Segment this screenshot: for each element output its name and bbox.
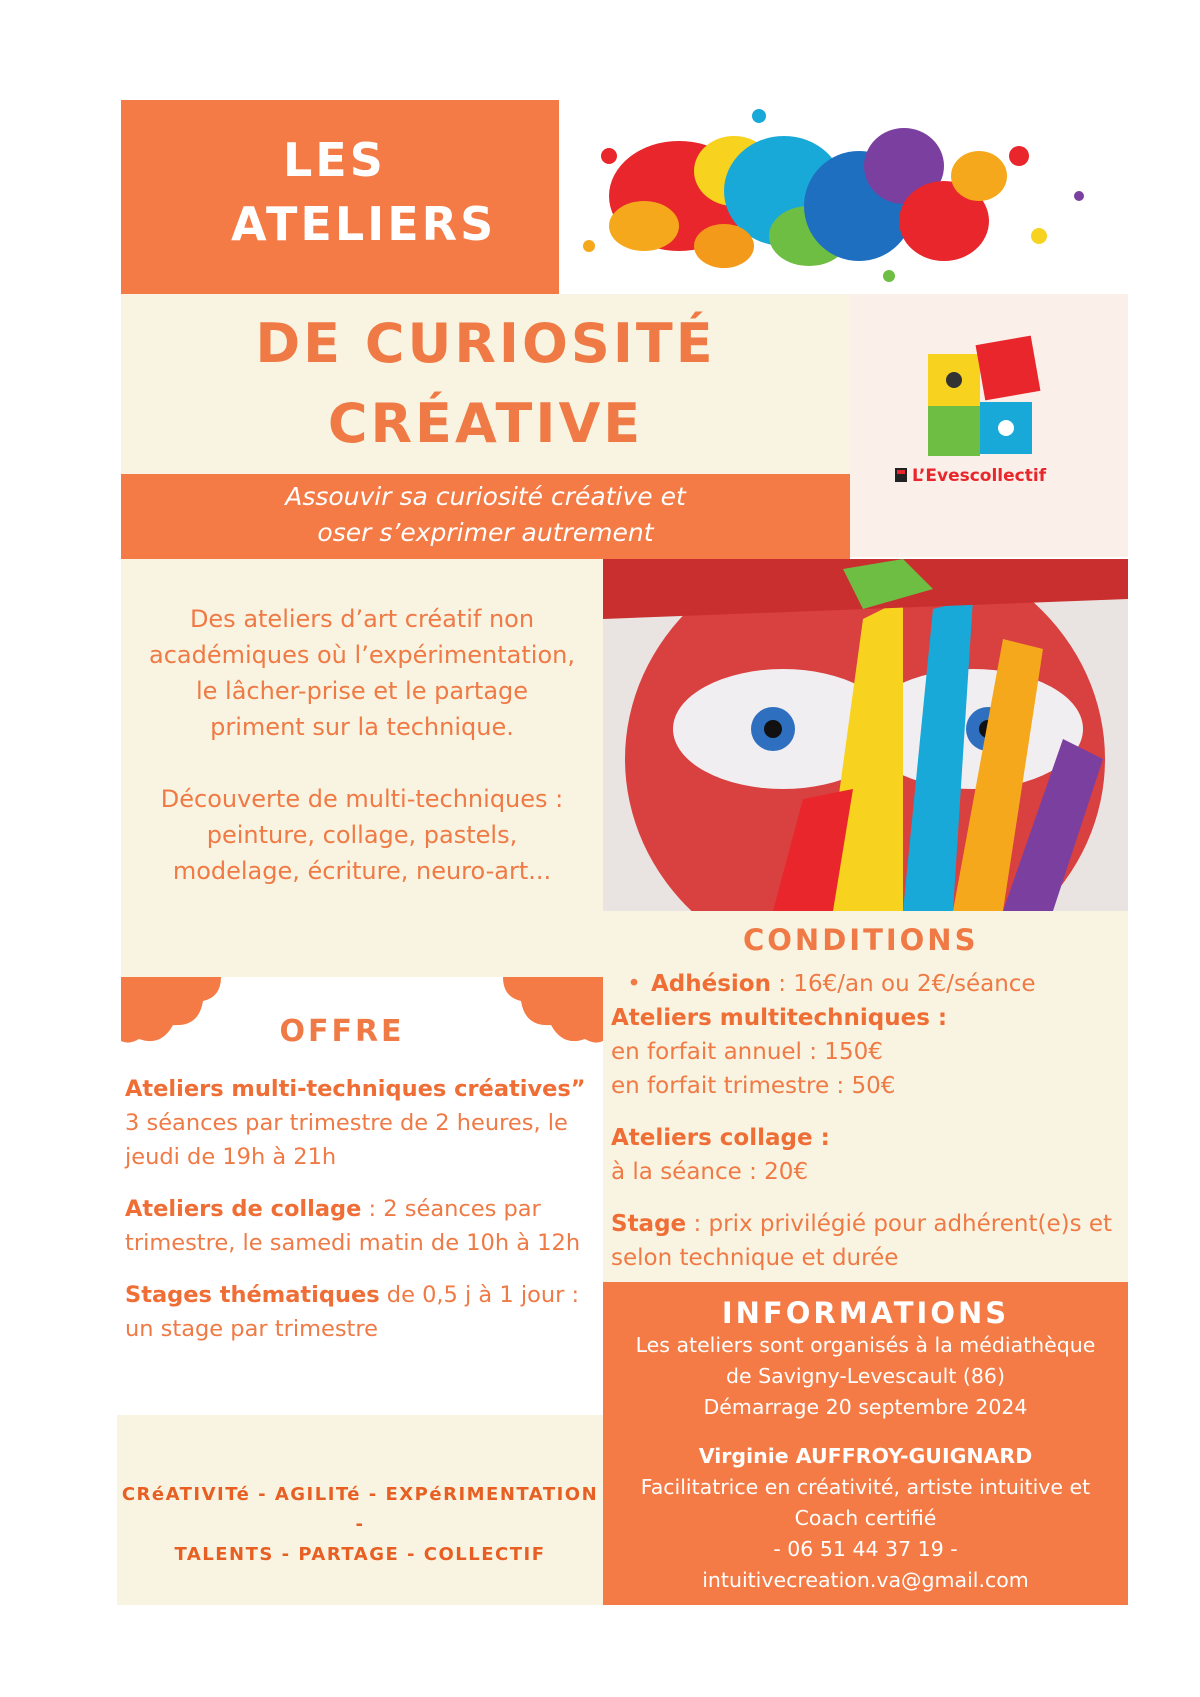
title-band <box>121 294 850 474</box>
multi-line: en forfait annuel : 150€ <box>611 1039 883 1065</box>
subtitle-line-1: Assouvir sa curiosité créative et <box>285 482 686 511</box>
conditions-stage <box>611 1207 1121 1275</box>
contact-role: Coach certifié <box>794 1506 937 1530</box>
motto-line-2: TALENTS - PARTAGE - COLLECTIF <box>174 1544 546 1565</box>
intro-line: Des ateliers d’art créatif non <box>189 605 535 633</box>
logo-name: L’Evescollectif <box>912 466 1047 486</box>
motto <box>117 1480 603 1570</box>
offre-item-title: Ateliers de collage <box>125 1196 362 1222</box>
adhesion-label: Adhésion <box>651 971 771 997</box>
offre-item-title: Ateliers multi-techniques créatives” <box>125 1076 586 1102</box>
collage-label: Ateliers collage : <box>611 1125 830 1151</box>
logo-panel <box>850 294 1128 557</box>
title-line-les: LES <box>283 133 386 187</box>
subtitle-band <box>121 474 850 559</box>
motto-line-1: CRéATIVITé - AGILITé - EXPéRIMENTATION - <box>121 1484 599 1535</box>
intro-line: le lâcher-prise et le partage <box>195 677 529 705</box>
conditions-panel <box>603 911 1128 1282</box>
informations-text <box>603 1330 1128 1596</box>
offre-item-title: Stages thématiques <box>125 1282 380 1308</box>
offre-title: OFFRE <box>279 1014 405 1049</box>
intro-line: Découverte de multi-techniques : <box>160 785 564 813</box>
offre-item-text: 3 séances par trimestre de 2 heures, le jeudi de 19h à 21h <box>125 1110 568 1170</box>
offre-item <box>125 1278 605 1346</box>
conditions-body <box>611 967 1121 1293</box>
multi-label: Ateliers multitechniques : <box>611 1005 948 1031</box>
paint-splash-image <box>559 96 1129 292</box>
conditions-multi <box>611 1001 1121 1103</box>
conditions-title: CONDITIONS <box>743 923 979 957</box>
intro-text <box>121 559 603 889</box>
puzzle-logo-icon <box>850 294 1128 557</box>
title-line-ateliers: ATELIERS <box>231 197 497 251</box>
conditions-collage <box>611 1121 1121 1189</box>
adhesion-text: : 16€/an ou 2€/séance <box>771 971 1036 997</box>
contact-phone[interactable]: - 06 51 44 37 19 - <box>773 1537 958 1561</box>
painted-face-image <box>603 559 1128 911</box>
contact-role: Facilitatrice en créativité, artiste intuitive et <box>640 1475 1091 1499</box>
informations-title: INFORMATIONS <box>721 1296 1010 1330</box>
offre-panel <box>121 977 603 1415</box>
bullet-icon: • <box>627 971 641 997</box>
title-line-curiosite: DE CURIOSITÉ <box>255 312 716 375</box>
contact-email[interactable]: intuitivecreation.va@gmail.com <box>702 1568 1029 1592</box>
title-line-creative: CRÉATIVE <box>327 392 644 455</box>
intro-line: peinture, collage, pastels, <box>206 821 518 849</box>
adhesion-line <box>611 967 1121 1001</box>
info-line: Démarrage 20 septembre 2024 <box>703 1395 1028 1419</box>
offre-body <box>125 1072 605 1364</box>
title-banner <box>121 100 559 294</box>
subtitle-line-2: oser s’exprimer autrement <box>317 518 654 547</box>
offre-item-text: de 0,5 j à 1 jour : un stage par trimestre <box>125 1282 580 1342</box>
info-line: Les ateliers sont organisés à la médiathèque <box>635 1333 1096 1357</box>
intro-line: académiques où l’expérimentation, <box>149 641 575 669</box>
offre-item <box>125 1072 605 1174</box>
intro-panel <box>121 559 603 977</box>
multi-line: en forfait trimestre : 50€ <box>611 1073 896 1099</box>
intro-line: modelage, écriture, neuro-art... <box>172 857 552 885</box>
offre-item-text: : 2 séances par trimestre, le samedi matin de 10h à 12h <box>125 1196 581 1256</box>
title-curiosite-creative <box>121 304 850 464</box>
stage-label: Stage <box>611 1211 687 1237</box>
subtitle <box>121 474 850 551</box>
intro-line: priment sur la technique. <box>210 713 514 741</box>
informations-panel <box>603 1282 1128 1605</box>
offre-item <box>125 1192 605 1260</box>
info-line: de Savigny-Levescault (86) <box>726 1364 1005 1388</box>
contact-name: Virginie AUFFROY-GUIGNARD <box>698 1444 1033 1468</box>
motto-panel <box>117 1415 603 1605</box>
title-les-ateliers <box>217 128 496 256</box>
collage-line: à la séance : 20€ <box>611 1159 809 1185</box>
stage-text: : prix privilégié pour adhérent(e)s et selon technique et durée <box>611 1211 1113 1271</box>
